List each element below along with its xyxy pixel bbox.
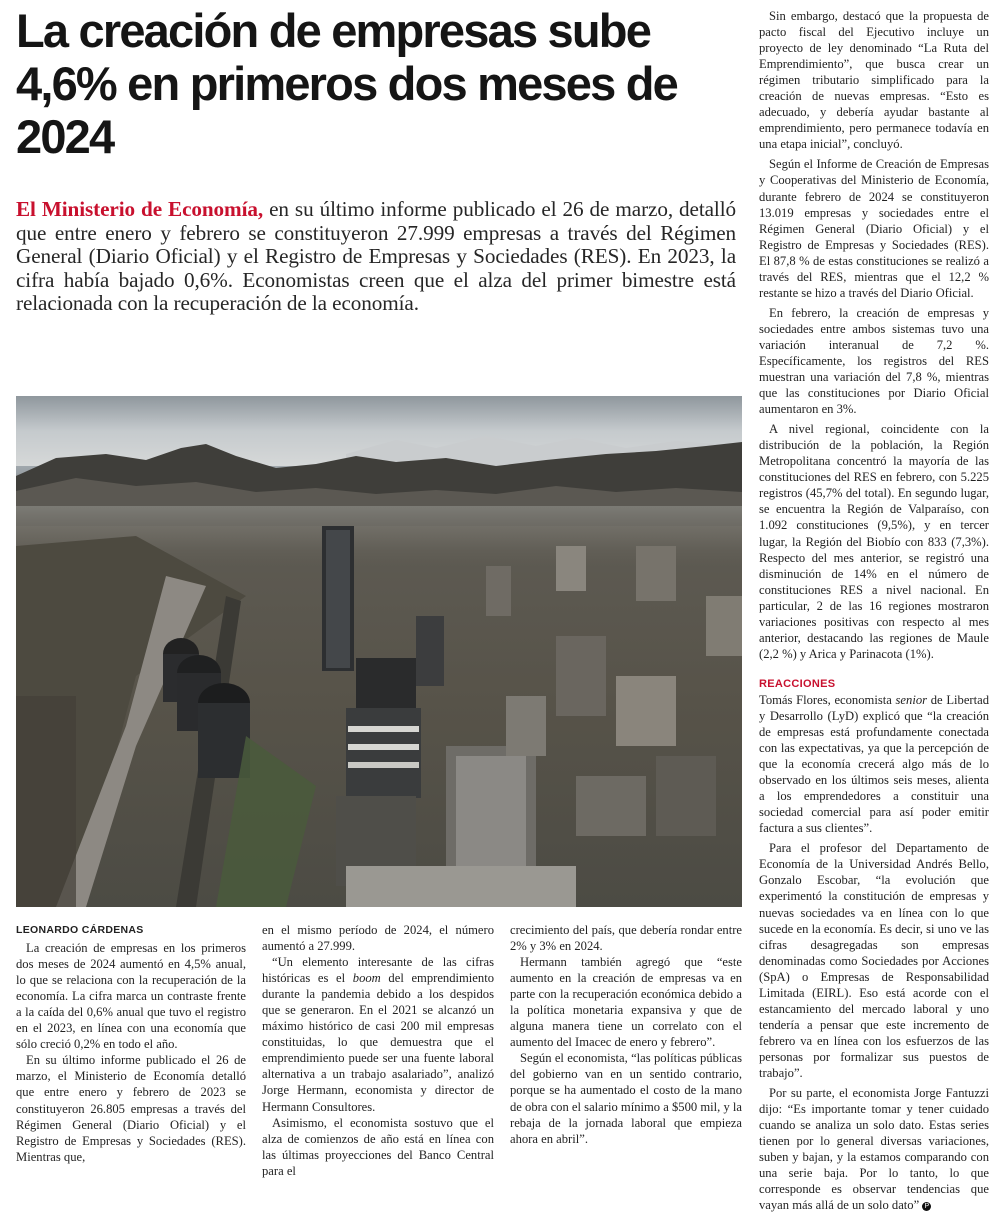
article-column-2 xyxy=(262,922,494,1179)
body-paragraph: A nivel regional, coincidente con la distribución de la población, la Región Metropolitana concentró la mayoría de las constituciones del RES en febrero, con 5.225 registros (45,7% del total). En segundo lugar, se encuentra la Región de Valparaíso, con 1.092 constituciones (9,5%), y en tercer lugar, la Región del Biobío con 833 (7,3%). Respecto del mes anterior, se registró una disminución de 14% en el número de constituciones RES a nivel nacional. En particular, 2 de las 16 regiones mostraron variaciones positivas con respecto al mes anterior, destacando las regiones de Maule (2,2 %) y Arica y Parinacota (1%). xyxy=(759,422,989,661)
emphasis-text: boom xyxy=(352,971,381,986)
body-paragraph: En su último informe publicado el 26 de marzo, el Ministerio de Economía detalló que entre enero y febrero de 2023 se constituyeron 26.805 empresas a través del Régimen General (Diario Oficial) y el Registro de Empresas y Sociedades (RES). Mientras que, xyxy=(16,1053,246,1164)
emphasis-text: senior xyxy=(895,692,928,707)
quote-text: “Un elemento interesante de las cifras históricas es el xyxy=(262,955,494,986)
article-column-1 xyxy=(16,922,246,1165)
quote-text: del emprendimiento durante la pandemia debido a los despidos que se generaron. En el 2021 se alcanzó un máximo histórico de casi 200 mil empresas constituidas, lo que demuestra que el emprendimiento puede ser una fuente laboral alternativa a un trabajo asalariado”, analizó Jorge Hermann, economista y director de Hermann Consultores. xyxy=(262,971,494,1114)
body-paragraph: Hermann también agregó que “este aumento en la creación de empresas va en parte con la recuperación económica debido a la política monetaria expansiva y que de alguna manera tiene un correlato con el aumento del Imacec de enero y febrero”. xyxy=(510,955,742,1050)
city-illustration xyxy=(16,396,742,907)
santiago-aerial-photo xyxy=(16,396,742,907)
article-column-4 xyxy=(759,8,989,1213)
body-paragraph xyxy=(759,1085,989,1213)
lead-paragraph xyxy=(16,198,736,316)
lead-highlight: El Ministerio de Economía, xyxy=(16,197,264,221)
body-paragraph xyxy=(262,954,494,1114)
body-paragraph: en el mismo período de 2024, el número aumentó a 27.999. xyxy=(262,923,494,954)
body-paragraph: Según el Informe de Creación de Empresas y Cooperativas del Ministerio de Economía, durante febrero de 2024 se constituyeron 13.019 empresas y sociedades entre el Régimen General (Diario Oficial) y el Registro de Empresas y Sociedades (RES). El 87,8 % de estas constituciones se realizó a través del RES, mientras que el 12,2 % restante se hizo a través del Diario Oficial. xyxy=(759,157,989,300)
body-paragraph: La creación de empresas en los primeros dos meses de 2024 aumentó en 4,5% anual, lo que se relaciona con la recuperación de la economía. La cifra marca un contraste frente a la caída del 0,6% anual que tuvo el registro en el 2023, en línea con una economía que sólo creció 0,2% en todo el año. xyxy=(16,941,246,1052)
headline: La creación de empresas sube 4,6% en primeros dos meses de 2024 xyxy=(16,4,677,163)
body-paragraph: crecimiento del país, que debería rondar entre 2% y 3% en 2024. xyxy=(510,923,742,954)
body-paragraph: En febrero, la creación de empresas y sociedades entre ambos sistemas tuvo una variación interanual de 7,2 %. Específicamente, los registros del RES muestran una variación del 7,8 %, mientras que las constituciones por Diario Oficial aumentaron en 3%. xyxy=(759,305,989,417)
body-paragraph: Sin embargo, destacó que la propuesta de pacto fiscal del Ejecutivo incluye un proyecto de ley denominado “La Ruta del Emprendimiento”, que busca crear un régimen tributario simplificado para la creación de nuevas empresas. “Esto es adecuado, y debería ayudar bastante al emprendimiento, pero permanece todavía en una etapa inicial”, concluyó. xyxy=(759,9,989,152)
body-paragraph xyxy=(759,692,989,836)
article-column-3 xyxy=(510,922,742,1147)
body-paragraph: Para el profesor del Departamento de Economía de la Universidad Andrés Bello, Gonzalo Escobar, “la evolución que experimentó la constitución de empresas y nuevas sociedades va en línea con lo que sucede en la economía. Es decir, si uno ve las cifras desagregadas son empresas denominadas como Sociedades por Acciones (SpA) o Empresas de Responsabilidad Limitada (EIRL). Eso está acorde con el estancamiento del mercado laboral y uno tendería a pensar que este incremento de febrero va en línea con los esfuerzos de las personas por formalizar sus puestos de trabajo”. xyxy=(759,841,989,1080)
byline: LEONARDO CÁRDENAS xyxy=(16,924,144,936)
body-paragraph: Asimismo, el economista sostuvo que el alza de comienzos de año está en línea con las últimas proyecciones del Banco Central para el xyxy=(262,1115,494,1178)
section-heading: REACCIONES xyxy=(759,677,836,690)
end-mark-icon: P xyxy=(922,1202,931,1211)
lead-text: en su último informe publicado el 26 de marzo, detalló que entre enero y febrero se constituyeron 27.999 empresas a través del Régimen General (Diario Oficial) y el Registro de Empresas y Sociedades (RES). En 2023, la cifra había bajado 0,6%. Economistas creen que el alza del primer bimestre está relacionada con la recuperación de la economía. xyxy=(16,197,737,316)
body-paragraph: Según el economista, “las políticas públicas del gobierno van en un sentido contrario, porque se ha aumentado el costo de la mano de obra con el salario mínimo a $500 mil, y la rebaja de la jornada laboral que empieza ahora en abril”. xyxy=(510,1051,742,1146)
paragraph-text: Tomás Flores, economista xyxy=(759,692,896,707)
paragraph-text: de Libertad y Desarrollo (LyD) explicó que “la creación de empresas está profundamente conectada con las expectativas, ya que la percepción de que la economía crecerá algo más de lo observado en los últimos seis meses, alienta a los emprendedores a constituir una sociedad comercial para así poder emitir factura a sus clientes”. xyxy=(759,692,989,836)
paragraph-text: Por su parte, el economista Jorge Fantuzzi dijo: “Es importante tomar y tener cuidado cuando se analiza un solo dato. Estas series tienen por lo general diversas variaciones, suben y bajan, y la estamos comparando con una serie baja. Por lo tanto, lo que corresponde es observar tendencias que vayan más allá de un solo dato” xyxy=(759,1086,989,1213)
